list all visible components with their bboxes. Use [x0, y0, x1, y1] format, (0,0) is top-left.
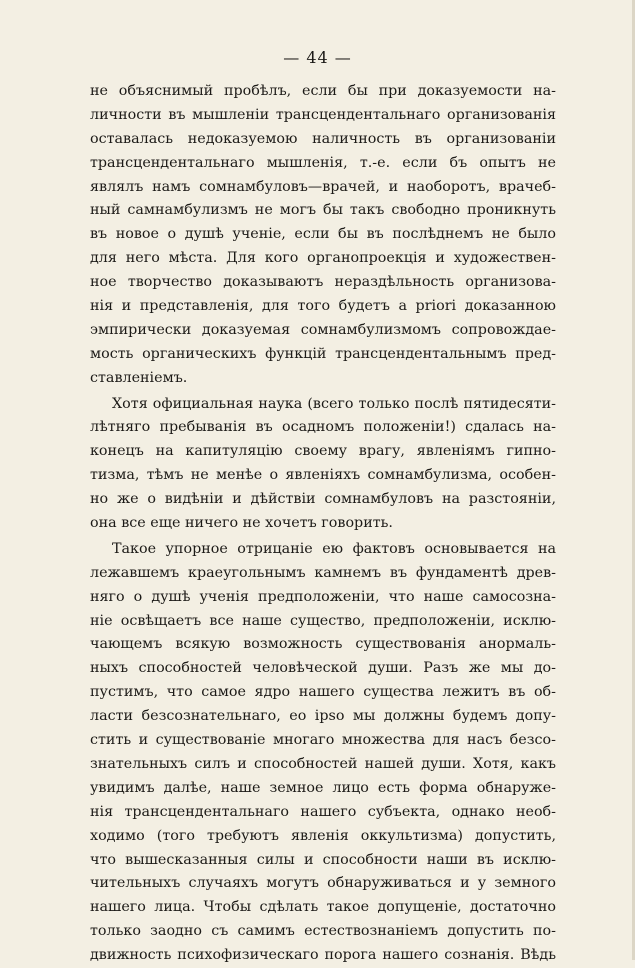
text-line: что вышесказанныя силы и способности наши въ исклю- — [90, 851, 556, 868]
text-line: увидимъ далѣе, наше земное лицо есть форма обнаруже- — [90, 779, 556, 796]
text-line: пустимъ, что самое ядро нашего существа лежитъ въ об- — [90, 684, 556, 701]
text-line: ный самнамбулизмъ не могъ бы такъ свободно проникнуть — [90, 202, 556, 219]
text-line: Такое упорное отрицаніе ею фактовъ основывается на — [112, 540, 556, 557]
paragraph-3 — [90, 538, 556, 968]
text-line: являлъ намъ сомнамбуловъ—врачей, и наоборотъ, врачеб- — [90, 178, 556, 195]
text-line: чающемъ всякую возможность существованія анормаль- — [90, 636, 556, 653]
text-line: для него мѣста. Для кого органопроекція и художествен- — [90, 250, 556, 267]
text-line: только заодно съ самимъ естествознаніемъ допустить по- — [90, 923, 556, 940]
text-line: не объяснимый пробѣлъ, если бы при доказуемости на- — [90, 83, 556, 99]
text-line: нія и представленія, для того будетъ a priori доказанною — [90, 298, 556, 315]
page-number: — 44 — — [283, 48, 352, 67]
text-line: трансцендентальнаго мышленія, т.-е. если бъ опытъ не — [90, 154, 556, 171]
text-line: ніе освѣщаетъ все наше существо, предположеніи, исклю- — [90, 612, 556, 629]
text-line: движность психофизическаго порога нашего сознанія. Вѣдь — [90, 947, 556, 964]
text-line: ставленіемъ. — [90, 369, 188, 386]
text-line: оставалась недоказуемою наличность въ организованіи — [90, 130, 556, 147]
text-line: лѣтняго пребыванія въ осадномъ положеніи!) сдалась на- — [90, 419, 556, 436]
text-line: ныхъ способностей человѣческой души. Разъ же мы до- — [90, 660, 556, 677]
text-line: няго о душѣ ученія предположеніи, что наше самосозна- — [90, 588, 556, 605]
text-line: ходимо (того требуютъ явленія оккультизма) допустить, — [90, 827, 556, 844]
text-line: въ новое о душѣ ученіе, если бы въ послѣднемъ не было — [90, 226, 556, 243]
text-line: лежавшемъ краеугольнымъ камнемъ въ фундаментѣ древ- — [90, 564, 556, 581]
text-line: ное творчество доказываютъ нераздѣльность организова- — [90, 274, 556, 291]
text-line: но же о видѣніи и дѣйствіи сомнамбуловъ на разстояніи, — [90, 491, 556, 508]
text-line: нія трансцендентальнаго нашего субъекта, однако необ- — [90, 803, 556, 820]
text-line: стить и существованіе многаго множества для насъ безсо- — [90, 732, 556, 749]
text-line: ласти безсознательнаго, eo ipso мы должны будемъ допу- — [90, 708, 556, 725]
body-text — [90, 80, 556, 968]
text-line: знательныхъ силъ и способностей нашей души. Хотя, какъ — [90, 755, 556, 772]
text-line: эмпирически доказуемая сомнамбулизмомъ сопровождае- — [90, 321, 556, 338]
text-line: мость органическихъ функцій трансцендентальнымъ пред- — [90, 345, 556, 362]
text-line: Хотя официальная наука (всего только послѣ пятидесяти- — [112, 395, 556, 412]
text-line: она все еще ничего не хочетъ говорить. — [90, 515, 393, 532]
paragraph-1 — [90, 80, 556, 391]
text-line: чительныхъ случаяхъ могутъ обнаруживаться и у земного — [90, 875, 556, 892]
paragraph-2 — [90, 393, 556, 536]
text-line: конецъ на капитуляцію своему врагу, явленіямъ гипно- — [90, 443, 556, 460]
text-line: тизма, тѣмъ не менѣе о явленіяхъ сомнамбулизма, особен- — [90, 467, 556, 484]
text-line: личности въ мышленіи трансцендентальнаго организованія — [90, 106, 556, 123]
text-line: нашего лица. Чтобы сдѣлать такое допущеніе, достаточно — [90, 899, 556, 916]
